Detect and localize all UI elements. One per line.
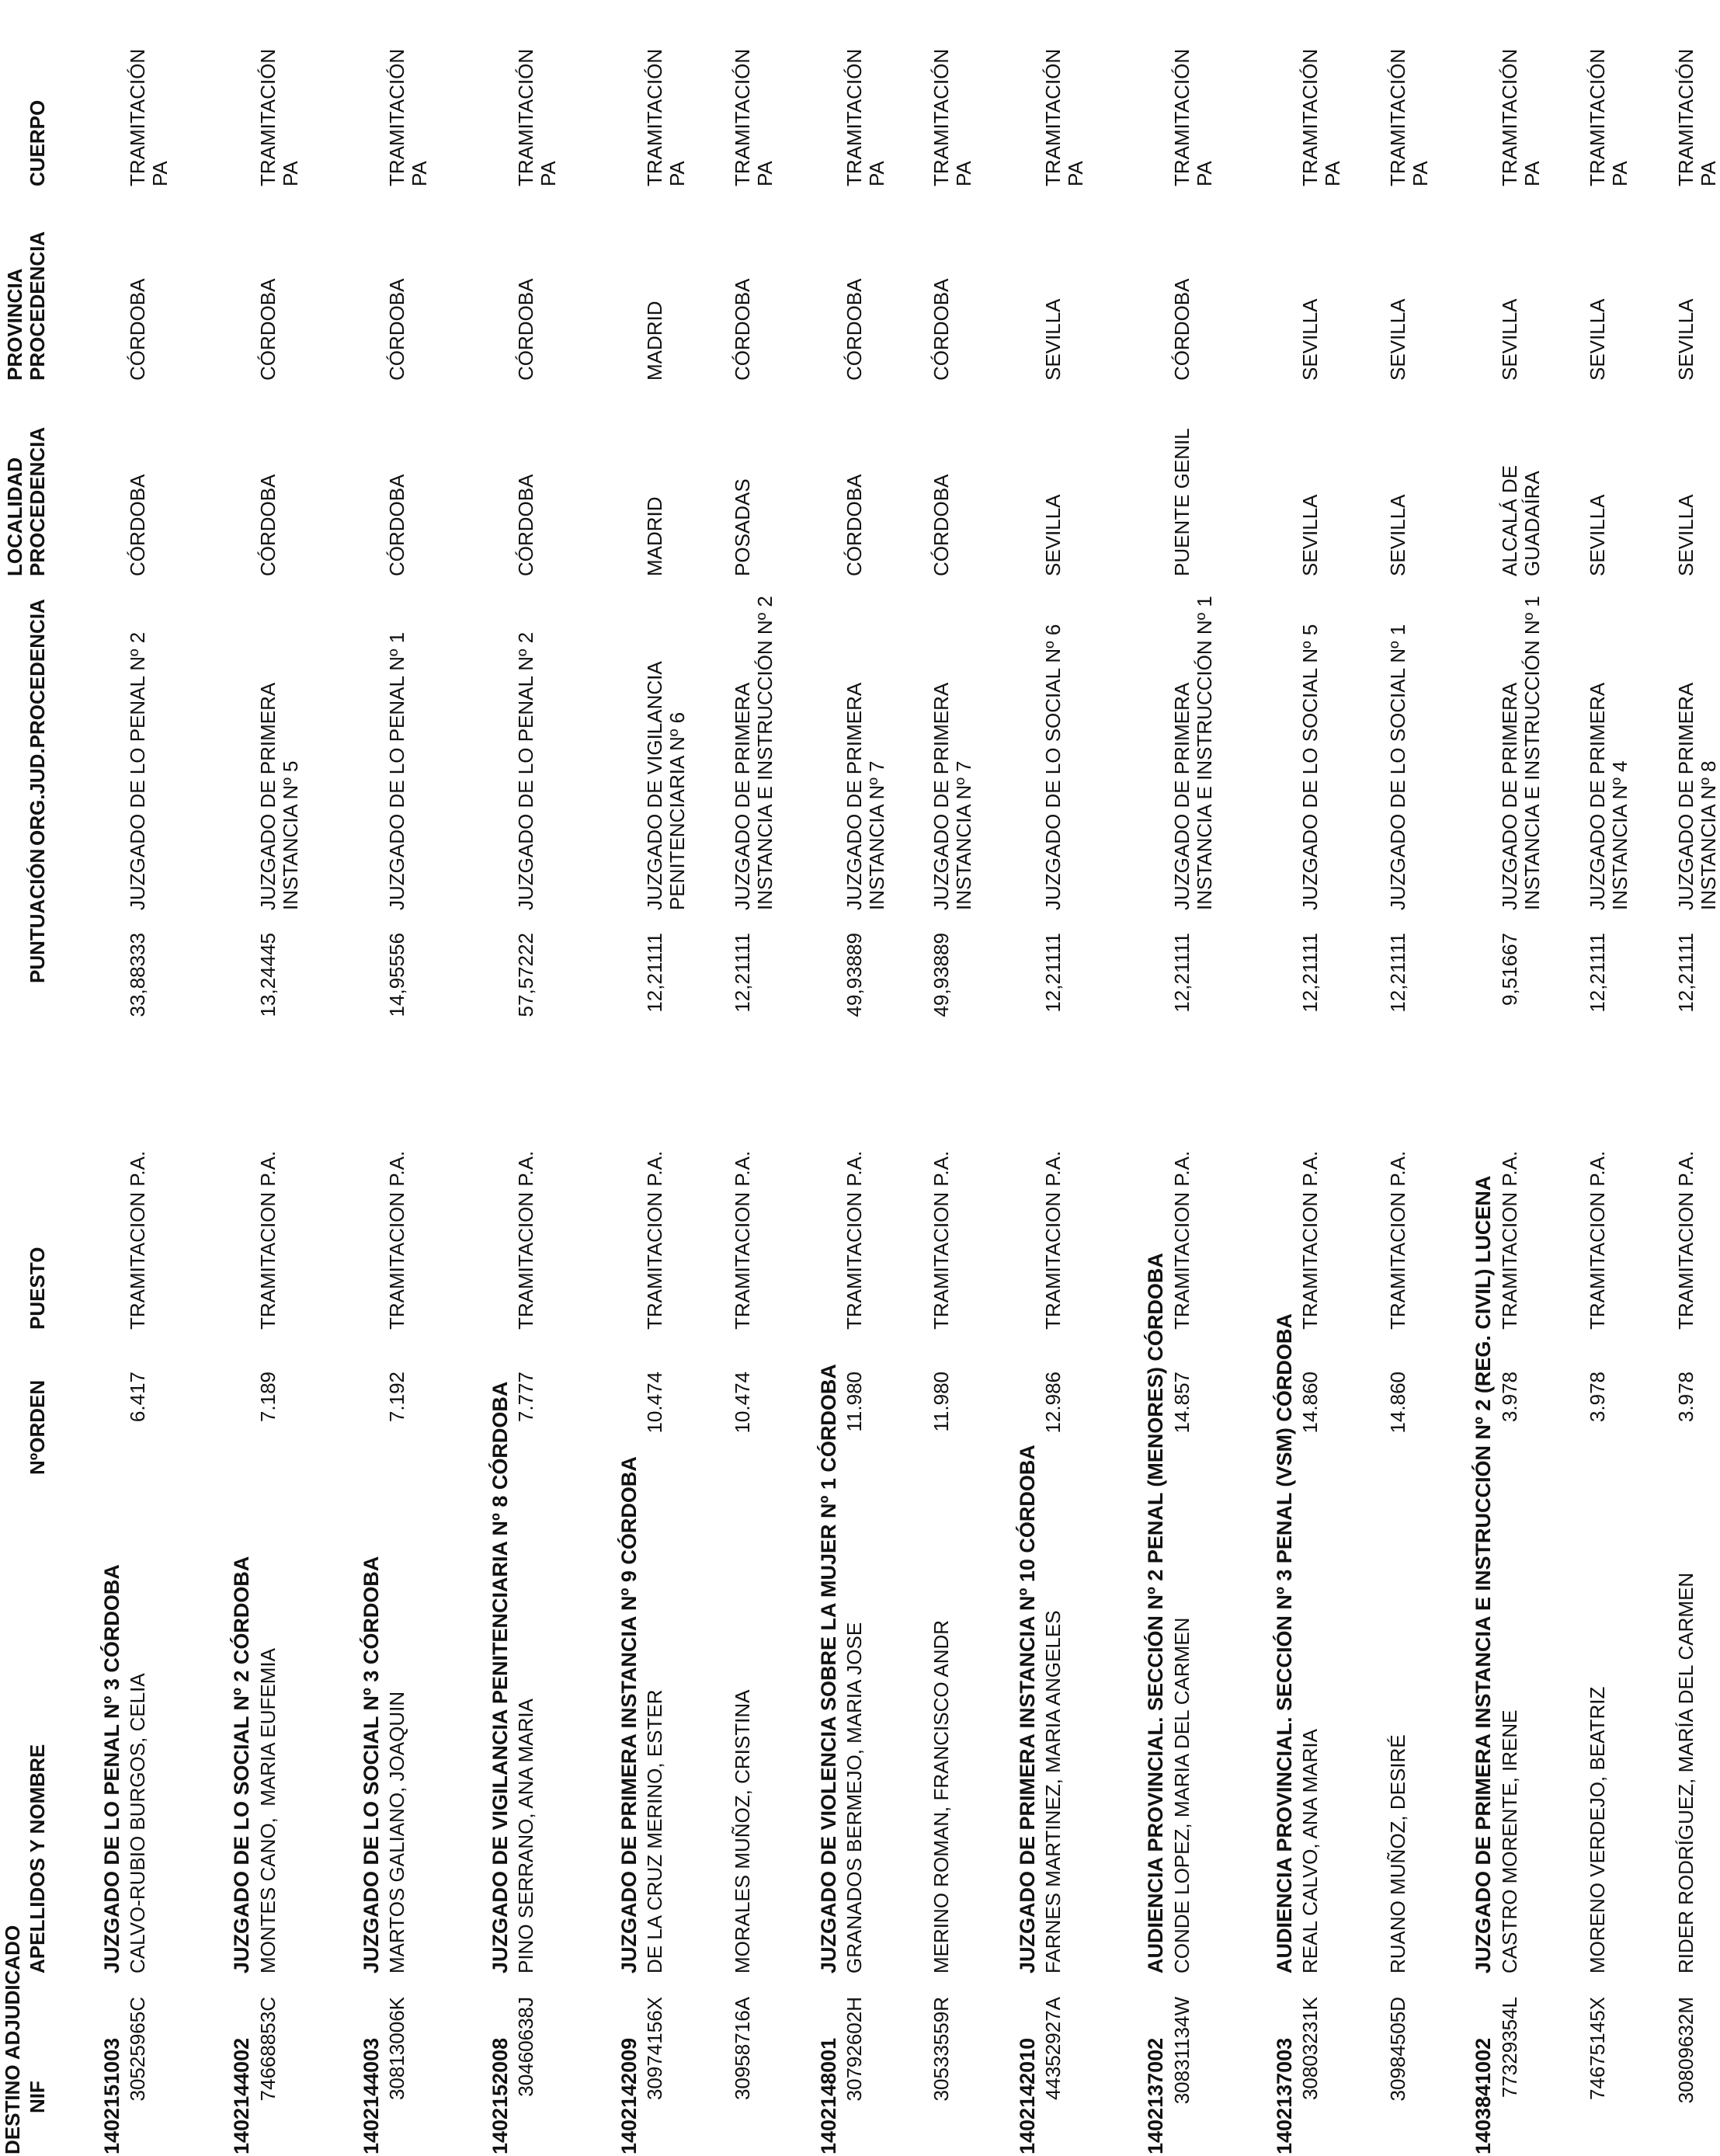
name-cell: REAL CALVO, ANA MARIA bbox=[1298, 1729, 1322, 1973]
locality-cell: PUENTE GENIL bbox=[1170, 428, 1194, 576]
destination-code: 1402152008 bbox=[488, 2037, 512, 2154]
province-cell: CÓRDOBA bbox=[256, 278, 280, 381]
position-cell: TRAMITACION P.A. bbox=[1170, 1150, 1194, 1330]
score-cell: 12,21111 bbox=[1586, 933, 1609, 1013]
header-puntuacion: PUNTUACIÓN bbox=[26, 848, 49, 983]
body-cell: TRAMITACIÓN PA bbox=[1170, 48, 1216, 186]
order-cell: 3.978 bbox=[1586, 1372, 1609, 1423]
order-cell: 7.192 bbox=[385, 1372, 408, 1423]
name-cell: MONTES CANO, MARIA EUFEMIA bbox=[256, 1648, 280, 1973]
position-cell: TRAMITACION P.A. bbox=[514, 1150, 537, 1330]
body-cell: TRAMITACIÓN PA bbox=[731, 48, 777, 186]
header-norden: NºORDEN bbox=[26, 1379, 49, 1475]
nif-cell: 30831134W bbox=[1170, 1997, 1194, 2105]
destination-court-name: JUZGADO DE LO PENAL Nº 3 CÓRDOBA bbox=[100, 1564, 123, 1973]
body-cell: TRAMITACIÓN PA bbox=[1586, 48, 1631, 186]
name-cell: MORENO VERDEJO, BEATRIZ bbox=[1586, 1686, 1609, 1973]
destination-court-name: JUZGADO DE LO SOCIAL Nº 2 CÓRDOBA bbox=[230, 1556, 253, 1973]
body-cell: TRAMITACIÓN PA bbox=[1386, 48, 1432, 186]
destination-code: 1402142009 bbox=[617, 2037, 641, 2154]
name-cell: DE LA CRUZ MERINO, ESTER bbox=[643, 1689, 666, 1973]
destination-court-name: JUZGADO DE LO SOCIAL Nº 3 CÓRDOBA bbox=[360, 1556, 383, 1973]
origin-court-cell: JUZGADO DE LO PENAL Nº 2 bbox=[514, 631, 537, 910]
nif-cell: 77329354L bbox=[1498, 1997, 1521, 2099]
body-cell: TRAMITACIÓN PA bbox=[1674, 48, 1720, 186]
order-cell: 14.860 bbox=[1386, 1372, 1409, 1434]
position-cell: TRAMITACION P.A. bbox=[1298, 1150, 1322, 1330]
nif-cell: 30809632M bbox=[1674, 1997, 1697, 2104]
nif-cell: 30792602H bbox=[843, 1997, 866, 2102]
province-cell: SEVILLA bbox=[1674, 298, 1697, 381]
name-cell: CALVO-RUBIO BURGOS, CELIA bbox=[126, 1673, 149, 1973]
origin-court-cell: JUZGADO DE LO SOCIAL Nº 1 bbox=[1386, 624, 1409, 910]
locality-cell: MADRID bbox=[643, 496, 666, 576]
order-cell: 6.417 bbox=[126, 1372, 149, 1423]
order-cell: 7.189 bbox=[256, 1372, 280, 1423]
header-localidad: LOCALIDAD PROCEDENCIA bbox=[3, 426, 49, 576]
order-cell: 3.978 bbox=[1674, 1372, 1697, 1423]
province-cell: CÓRDOBA bbox=[731, 278, 754, 381]
province-cell: SEVILLA bbox=[1041, 298, 1065, 381]
locality-cell: ALCALÁ DE GUADAÍRA bbox=[1498, 464, 1544, 576]
body-cell: TRAMITACIÓN PA bbox=[643, 48, 689, 186]
document-title: DESTINO ADJUDICADO bbox=[1, 1925, 24, 2154]
destination-code: 1402144003 bbox=[360, 2037, 383, 2154]
body-cell: TRAMITACIÓN PA bbox=[256, 48, 302, 186]
province-cell: SEVILLA bbox=[1386, 298, 1409, 381]
score-cell: 12,21111 bbox=[1041, 933, 1065, 1013]
body-cell: TRAMITACIÓN PA bbox=[1298, 48, 1344, 186]
name-cell: MORALES MUÑOZ, CRISTINA bbox=[731, 1689, 754, 1973]
origin-court-cell: JUZGADO DE LO SOCIAL Nº 6 bbox=[1041, 624, 1065, 910]
header-provincia: PROVINCIA PROCEDENCIA bbox=[3, 231, 49, 381]
score-cell: 12,21111 bbox=[643, 933, 666, 1013]
origin-court-cell: JUZGADO DE PRIMERA INSTANCIA Nº 7 bbox=[843, 682, 888, 910]
locality-cell: CÓRDOBA bbox=[256, 474, 280, 576]
locality-cell: CÓRDOBA bbox=[843, 474, 866, 576]
order-cell: 12.986 bbox=[1041, 1372, 1065, 1434]
position-cell: TRAMITACION P.A. bbox=[126, 1150, 149, 1330]
locality-cell: CÓRDOBA bbox=[385, 474, 408, 576]
locality-cell: POSADAS bbox=[731, 478, 754, 576]
nif-cell: 30958716A bbox=[731, 1997, 754, 2101]
origin-court-cell: JUZGADO DE PRIMERA INSTANCIA Nº 8 bbox=[1674, 682, 1720, 910]
destination-code: 1402142010 bbox=[1016, 2037, 1039, 2154]
nif-cell: 30803231K bbox=[1298, 1997, 1322, 2101]
locality-cell: SEVILLA bbox=[1674, 494, 1697, 576]
name-cell: RIDER RODRÍGUEZ, MARÍA DEL CARMEN bbox=[1674, 1572, 1697, 1973]
province-cell: MADRID bbox=[643, 301, 666, 381]
position-cell: TRAMITACION P.A. bbox=[1386, 1150, 1409, 1330]
score-cell: 12,21111 bbox=[1674, 933, 1697, 1013]
destination-code: 1402137003 bbox=[1273, 2037, 1296, 2154]
header-org-jud: ORG.JUD.PROCEDENCIA bbox=[26, 599, 49, 846]
score-cell: 12,21111 bbox=[731, 933, 754, 1013]
order-cell: 7.777 bbox=[514, 1372, 537, 1423]
nif-cell: 74668853C bbox=[256, 1997, 280, 2102]
nif-cell: 30813006K bbox=[385, 1997, 408, 2101]
score-cell: 33,88333 bbox=[126, 933, 149, 1017]
score-cell: 12,21111 bbox=[1386, 933, 1409, 1013]
score-cell: 14,95556 bbox=[385, 933, 408, 1017]
locality-cell: SEVILLA bbox=[1041, 494, 1065, 576]
name-cell: CONDE LOPEZ, MARIA DEL CARMEN bbox=[1170, 1617, 1194, 1973]
order-cell: 10.474 bbox=[643, 1372, 666, 1434]
origin-court-cell: JUZGADO DE PRIMERA INSTANCIA E INSTRUCCIÓN Nº 1 bbox=[1170, 596, 1216, 910]
name-cell: PINO SERRANO, ANA MARIA bbox=[514, 1699, 537, 1973]
position-cell: TRAMITACION P.A. bbox=[1498, 1150, 1521, 1330]
order-cell: 11.980 bbox=[929, 1372, 953, 1432]
position-cell: TRAMITACION P.A. bbox=[843, 1150, 866, 1330]
destination-court-name: JUZGADO DE PRIMERA INSTANCIA Nº 9 CÓRDOBA bbox=[617, 1456, 641, 1973]
order-cell: 14.857 bbox=[1170, 1372, 1194, 1434]
header-cuerpo: CUERPO bbox=[26, 99, 49, 186]
nif-cell: 74675145X bbox=[1586, 1997, 1609, 2101]
score-cell: 12,21111 bbox=[1298, 933, 1322, 1013]
destination-code: 1403841002 bbox=[1472, 2037, 1495, 2154]
destination-code: 1402137002 bbox=[1144, 2037, 1167, 2154]
destination-court-name: JUZGADO DE PRIMERA INSTANCIA Nº 10 CÓRDOBA bbox=[1016, 1445, 1039, 1973]
score-cell: 12,21111 bbox=[1170, 933, 1194, 1013]
position-cell: TRAMITACION P.A. bbox=[1041, 1150, 1065, 1330]
destination-court-name: JUZGADO DE VIGILANCIA PENITENCIARIA Nº 8 CÓRDOBA bbox=[488, 1381, 512, 1973]
name-cell: RUANO MUÑOZ, DESIRÉ bbox=[1386, 1734, 1409, 1973]
origin-court-cell: JUZGADO DE PRIMERA INSTANCIA Nº 4 bbox=[1586, 682, 1631, 910]
origin-court-cell: JUZGADO DE PRIMERA INSTANCIA Nº 5 bbox=[256, 682, 302, 910]
header-puesto: PUESTO bbox=[26, 1247, 49, 1330]
order-cell: 10.474 bbox=[731, 1372, 754, 1434]
order-cell: 11.980 bbox=[843, 1372, 866, 1432]
origin-court-cell: JUZGADO DE VIGILANCIA PENITENCIARIA Nº 6 bbox=[643, 661, 689, 910]
destination-court-name: JUZGADO DE VIOLENCIA SOBRE LA MUJER Nº 1 CÓRDOBA bbox=[817, 1364, 840, 1973]
province-cell: SEVILLA bbox=[1586, 298, 1609, 381]
destination-code: 1402151003 bbox=[100, 2037, 123, 2154]
name-cell: FARNES MARTINEZ, MARIA ANGELES bbox=[1041, 1610, 1065, 1973]
score-cell: 9,51667 bbox=[1498, 933, 1521, 1006]
position-cell: TRAMITACION P.A. bbox=[1674, 1150, 1697, 1330]
order-cell: 3.978 bbox=[1498, 1372, 1521, 1423]
header-nif: NIF bbox=[26, 2081, 49, 2113]
body-cell: TRAMITACIÓN PA bbox=[1041, 48, 1087, 186]
body-cell: TRAMITACIÓN PA bbox=[514, 48, 560, 186]
origin-court-cell: JUZGADO DE LO PENAL Nº 2 bbox=[126, 631, 149, 910]
nif-cell: 30533559R bbox=[929, 1997, 953, 2102]
body-cell: TRAMITACIÓN PA bbox=[385, 48, 431, 186]
name-cell: MERINO ROMAN, FRANCISCO ANDR bbox=[929, 1619, 953, 1973]
origin-court-cell: JUZGADO DE LO SOCIAL Nº 5 bbox=[1298, 624, 1322, 910]
position-cell: TRAMITACION P.A. bbox=[1586, 1150, 1609, 1330]
score-cell: 13,24445 bbox=[256, 933, 280, 1017]
nif-cell: 30460638J bbox=[514, 1997, 537, 2097]
order-cell: 14.860 bbox=[1298, 1372, 1322, 1434]
province-cell: SEVILLA bbox=[1498, 298, 1521, 381]
position-cell: TRAMITACION P.A. bbox=[385, 1150, 408, 1330]
province-cell: CÓRDOBA bbox=[514, 278, 537, 381]
origin-court-cell: JUZGADO DE PRIMERA INSTANCIA E INSTRUCCIÓN Nº 1 bbox=[1498, 596, 1544, 910]
destination-court-name: AUDIENCIA PROVINCIAL. SECCIÓN Nº 2 PENAL (MENORES) CÓRDOBA bbox=[1144, 1253, 1167, 1973]
destination-code: 1402148001 bbox=[817, 2037, 840, 2154]
destination-court-name: AUDIENCIA PROVINCIAL. SECCIÓN Nº 3 PENAL (VSM) CÓRDOBA bbox=[1273, 1313, 1296, 1973]
province-cell: CÓRDOBA bbox=[385, 278, 408, 381]
body-cell: TRAMITACIÓN PA bbox=[929, 48, 975, 186]
origin-court-cell: JUZGADO DE PRIMERA INSTANCIA Nº 7 bbox=[929, 682, 975, 910]
locality-cell: CÓRDOBA bbox=[514, 474, 537, 576]
score-cell: 49,93889 bbox=[843, 933, 866, 1017]
province-cell: CÓRDOBA bbox=[843, 278, 866, 381]
body-cell: TRAMITACIÓN PA bbox=[843, 48, 888, 186]
position-cell: TRAMITACION P.A. bbox=[256, 1150, 280, 1330]
header-apellidos: APELLIDOS Y NOMBRE bbox=[26, 1744, 49, 1973]
score-cell: 49,93889 bbox=[929, 933, 953, 1017]
nif-cell: 30984505D bbox=[1386, 1997, 1409, 2102]
province-cell: CÓRDOBA bbox=[126, 278, 149, 381]
nif-cell: 44352927A bbox=[1041, 1997, 1065, 2101]
score-cell: 57,57222 bbox=[514, 933, 537, 1017]
nif-cell: 30525965C bbox=[126, 1997, 149, 2102]
province-cell: SEVILLA bbox=[1298, 298, 1322, 381]
province-cell: CÓRDOBA bbox=[929, 278, 953, 381]
locality-cell: SEVILLA bbox=[1586, 494, 1609, 576]
nif-cell: 30974156X bbox=[643, 1997, 666, 2101]
locality-cell: CÓRDOBA bbox=[126, 474, 149, 576]
province-cell: CÓRDOBA bbox=[1170, 278, 1194, 381]
position-cell: TRAMITACION P.A. bbox=[929, 1150, 953, 1330]
origin-court-cell: JUZGADO DE LO PENAL Nº 1 bbox=[385, 631, 408, 910]
locality-cell: SEVILLA bbox=[1386, 494, 1409, 576]
locality-cell: CÓRDOBA bbox=[929, 474, 953, 576]
locality-cell: SEVILLA bbox=[1298, 494, 1322, 576]
position-cell: TRAMITACION P.A. bbox=[731, 1150, 754, 1330]
name-cell: GRANADOS BERMEJO, MARIA JOSE bbox=[843, 1622, 866, 1973]
body-cell: TRAMITACIÓN PA bbox=[1498, 48, 1544, 186]
position-cell: TRAMITACION P.A. bbox=[643, 1150, 666, 1330]
name-cell: MARTOS GALIANO, JOAQUIN bbox=[385, 1691, 408, 1973]
destination-court-name: JUZGADO DE PRIMERA INSTANCIA E INSTRUCCIÓN Nº 2 (REG. CIVIL) LUCENA bbox=[1472, 1175, 1495, 1973]
name-cell: CASTRO MORENTE, IRENE bbox=[1498, 1709, 1521, 1973]
body-cell: TRAMITACIÓN PA bbox=[126, 48, 172, 186]
destination-code: 1402144002 bbox=[230, 2037, 253, 2154]
origin-court-cell: JUZGADO DE PRIMERA INSTANCIA E INSTRUCCIÓN Nº 2 bbox=[731, 596, 777, 910]
